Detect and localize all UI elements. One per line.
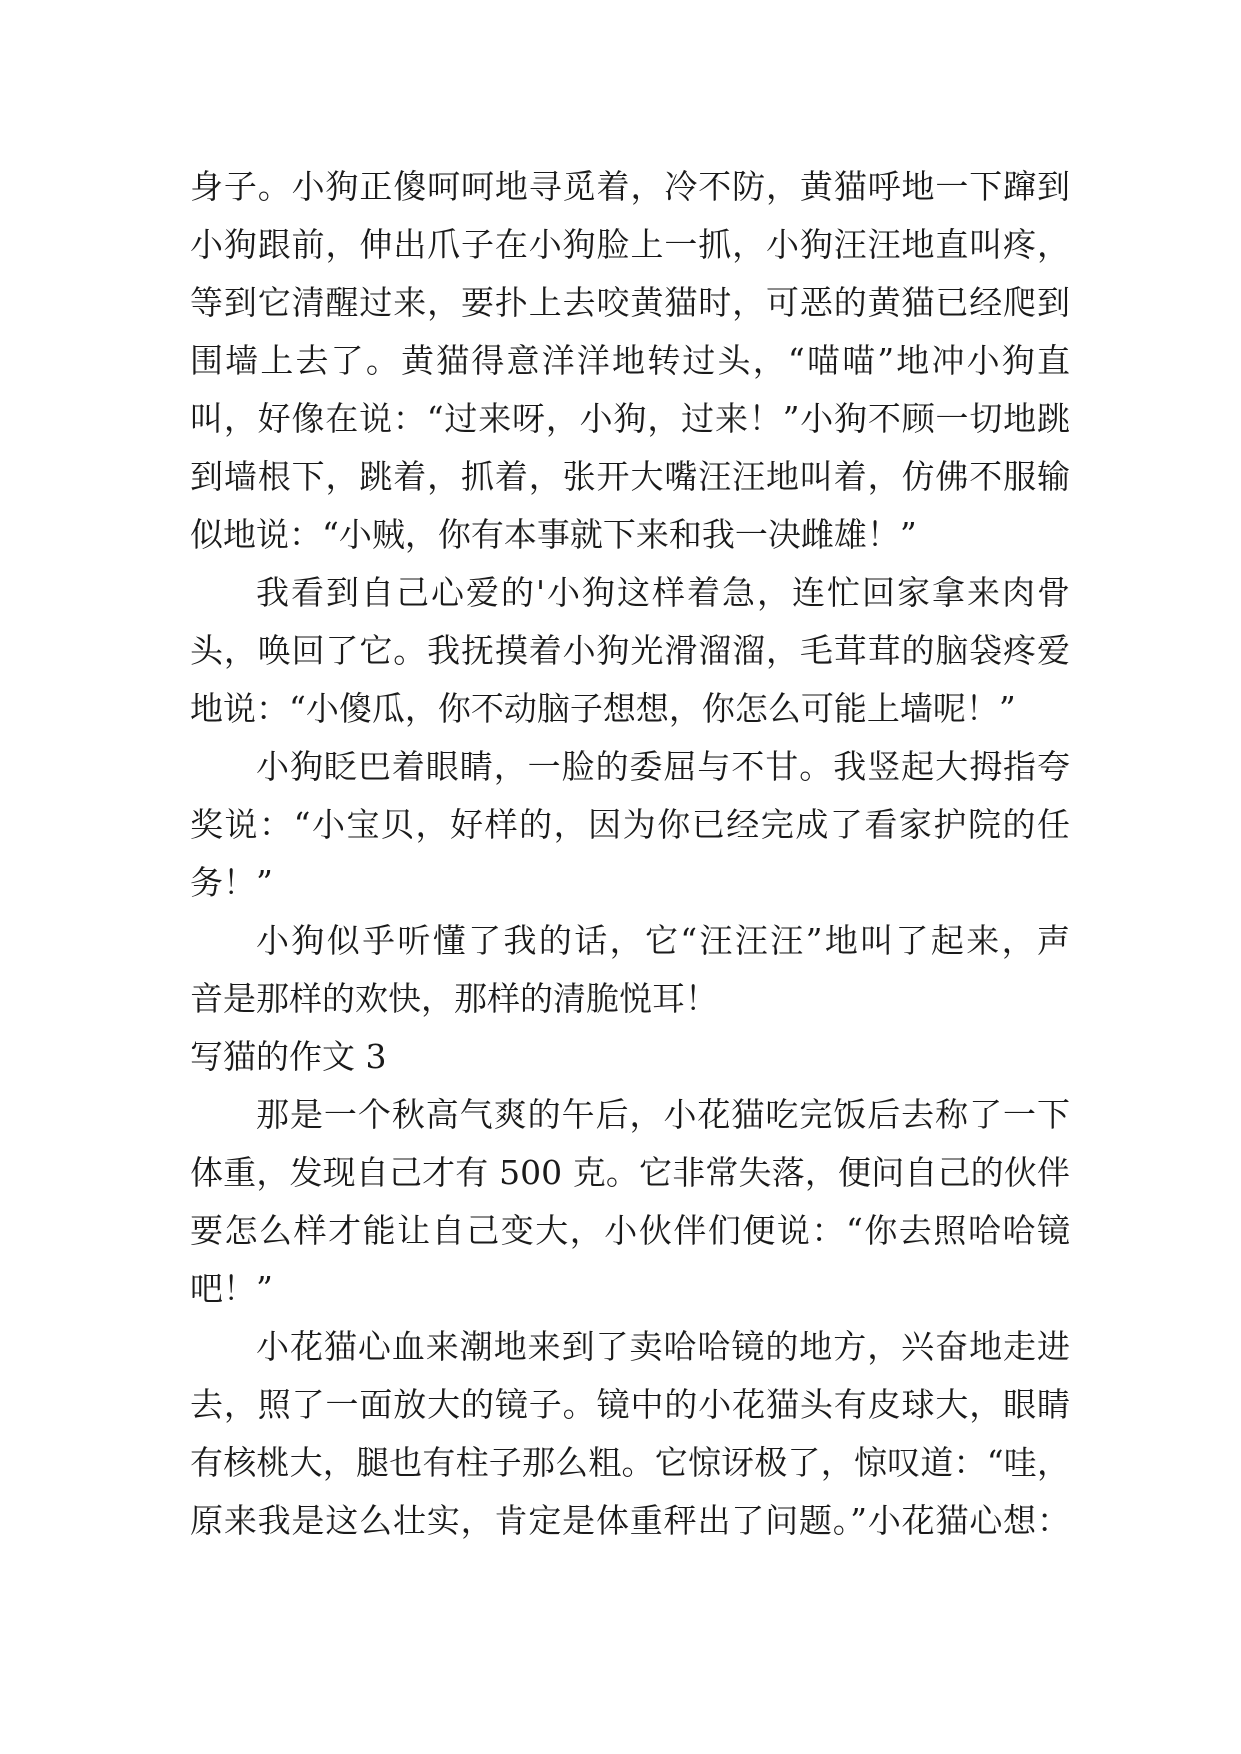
text-line: 叫，好像在说：“过来呀，小狗，过来！”小狗不顾一切地跳 [190, 399, 1070, 438]
text-line: 小狗眨巴着眼睛，一脸的委屈与不甘。我竖起大拇指夸 [256, 747, 1070, 786]
text-line: 务！” [190, 863, 273, 902]
text-line: 小狗跟前，伸出爪子在小狗脸上一抓，小狗汪汪地直叫疼， [190, 225, 1070, 264]
text-line: 头，唤回了它。我抚摸着小狗光滑溜溜，毛茸茸的脑袋疼爱 [190, 631, 1070, 670]
text-line: 地说：“小傻瓜，你不动脑子想想，你怎么可能上墙呢！” [190, 689, 1016, 728]
text-line: 要怎么样才能让自己变大，小伙伴们便说：“你去照哈哈镜 [190, 1211, 1070, 1250]
text-line: 等到它清醒过来，要扑上去咬黄猫时，可恶的黄猫已经爬到 [190, 283, 1070, 322]
text-line: 有核桃大，腿也有柱子那么粗。它惊讶极了，惊叹道：“哇， [190, 1443, 1070, 1482]
text-line: 小花猫心血来潮地来到了卖哈哈镜的地方，兴奋地走进 [256, 1327, 1070, 1366]
text-line: 吧！” [190, 1269, 273, 1308]
text-line: 小狗似乎听懂了我的话，它“汪汪汪”地叫了起来，声 [256, 921, 1070, 960]
text-line: 围墙上去了。黄猫得意洋洋地转过头，“喵喵”地冲小狗直 [190, 341, 1070, 380]
text-line: 那是一个秋高气爽的午后，小花猫吃完饭后去称了一下 [256, 1095, 1070, 1134]
text-line: 我看到自己心爱的'小狗这样着急，连忙回家拿来肉骨 [256, 573, 1070, 612]
text-line: 写猫的作文 3 [190, 1037, 387, 1076]
text-line: 音是那样的欢快，那样的清脆悦耳！ [190, 979, 718, 1018]
text-line: 到墙根下，跳着，抓着，张开大嘴汪汪地叫着，仿佛不服输 [190, 457, 1070, 496]
text-line: 原来我是这么壮实，肯定是体重秤出了问题。”小花猫心想： [190, 1501, 1070, 1540]
text-line: 体重，发现自己才有 500 克。它非常失落，便问自己的伙伴 [190, 1153, 1070, 1192]
text-line: 似地说：“小贼，你有本事就下来和我一决雌雄！” [190, 515, 917, 554]
text-line: 去，照了一面放大的镜子。镜中的小花猫头有皮球大，眼睛 [190, 1385, 1070, 1424]
essay-text [190, 158, 1070, 1550]
text-line: 身子。小狗正傻呵呵地寻觅着，冷不防，黄猫呼地一下蹿到 [190, 167, 1070, 206]
text-line: 奖说：“小宝贝，好样的，因为你已经完成了看家护院的任 [190, 805, 1070, 844]
